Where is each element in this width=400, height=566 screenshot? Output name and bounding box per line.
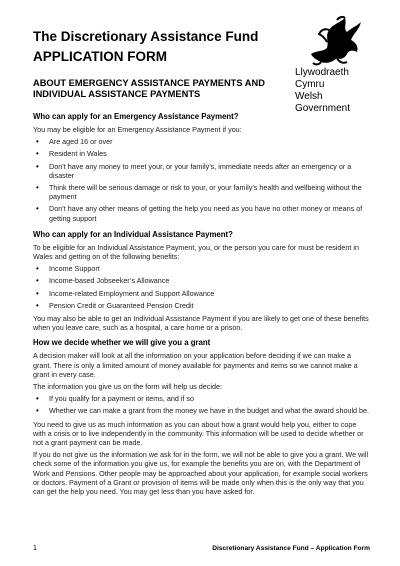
- list-item: • Don’t have any other means of getting the help you need as you have no other money or means of getting support: [33, 204, 371, 222]
- logo-text-welsh: Llywodraeth Cymru: [295, 67, 349, 90]
- decide-paragraph-4: If you do not give us the information we ask for in the form, we will not be able to give you a grant. We will check some of the information you give us, for example the benefits you are on, with the Department of Work and Pensions. Other people may be approached about your application, for example social workers or doctors. Payment of a Grant or provision of items will be made only when this is the only way that you can get the help you need. You may get less than you have asked for.: [33, 450, 369, 497]
- decide-list: [33, 394, 371, 415]
- emergency-list: [33, 137, 371, 223]
- document-title: The Discretionary Assistance Fund: [33, 29, 259, 44]
- welsh-government-logo: [295, 14, 377, 114]
- subtitle-line-1: ABOUT EMERGENCY ASSISTANCE PAYMENTS AND: [33, 78, 265, 88]
- list-item: • Income Support: [33, 264, 371, 273]
- logo-text: [295, 67, 377, 115]
- logo-text-english: Welsh Government: [295, 91, 351, 114]
- decide-paragraph-3: You need to give us as much information as you can about how a grant would help you, either to cope with a crisis or to live independently in the community. This information will be used to decide whether or not a grant payment can be made.: [33, 419, 364, 448]
- footer-document-title: Discretionary Assistance Fund – Application Form: [212, 545, 370, 552]
- list-item: • Income-based Jobseeker’s Allowance: [33, 276, 371, 285]
- list-item: • Think there will be serious damage or risk to your, or your family’s health and wellbeing without the payment: [33, 183, 371, 201]
- emergency-heading: Who can apply for an Emergency Assistance Payment?: [33, 112, 239, 121]
- welsh-dragon-icon: [307, 14, 365, 66]
- document-subtitle: [33, 78, 283, 100]
- list-item: • Resident in Wales: [33, 149, 371, 158]
- list-item: • Are aged 16 or over: [33, 137, 371, 146]
- individual-benefits-list: [33, 264, 371, 310]
- individual-intro: To be eligible for an Individual Assistance Payment, you, or the person you care for must be resident in Wales and getting on of the following benefits:: [33, 242, 360, 262]
- document-body: [33, 112, 371, 499]
- document-form-title: APPLICATION FORM: [33, 49, 167, 64]
- decide-paragraph-2: The information you give us on the form will help us decide:: [33, 382, 222, 392]
- page-number: 1: [33, 545, 37, 552]
- subtitle-line-2: INDIVIDUAL ASSISTANCE PAYMENTS: [33, 89, 201, 99]
- decide-paragraph-1: A decision maker will look at all the information on your application before deciding if we can make a grant. There is only a limited amount of money available for payments and items so we cannot make a grant in every case.: [33, 351, 358, 379]
- individual-outro: You may also be able to get an Individual Assistance Payment if you are likely to get one of these benefits when you leave care, such as a hospital, a care home or a prison.: [33, 314, 369, 333]
- emergency-intro: You may be eligible for an Emergency Assistance Payment if you:: [33, 125, 242, 134]
- list-item: • Income-related Employment and Support Allowance: [33, 289, 371, 298]
- list-item: • If you qualify for a payment or items, and if so: [33, 394, 371, 403]
- individual-heading: Who can apply for an Individual Assistance Payment?: [33, 229, 233, 239]
- list-item: • Don’t have any money to meet your, or your family’s, immediate needs after an emergency or a disaster: [33, 162, 371, 180]
- decide-heading: How we decide whether we will give you a grant: [33, 338, 211, 348]
- list-item: • Pension Credit or Guaranteed Pension Credit: [33, 301, 371, 310]
- list-item: • Whether we can make a grant from the money we have in the budget and what the award should be.: [33, 406, 371, 415]
